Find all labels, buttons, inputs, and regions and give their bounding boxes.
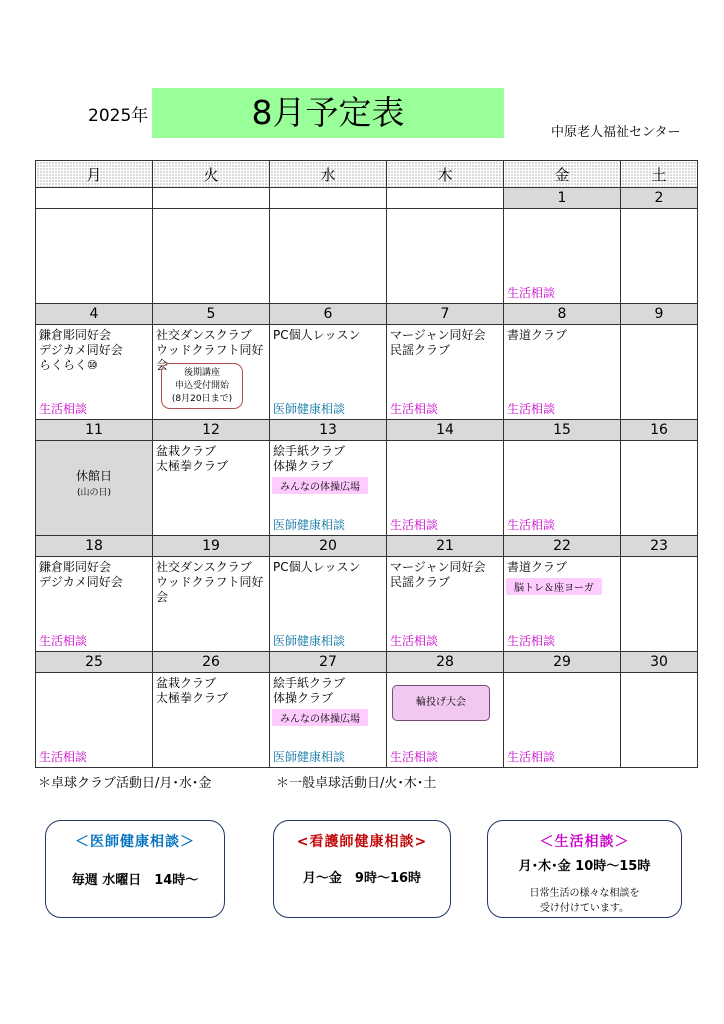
club-activities [387, 209, 503, 212]
day-cell [387, 209, 504, 304]
date-number: 21 [387, 536, 504, 557]
weekday-header-row [36, 161, 698, 188]
date-row [36, 304, 698, 325]
date-number: 27 [270, 652, 387, 673]
date-number: 22 [504, 536, 621, 557]
life-consult-label: 生活相談 [390, 634, 439, 648]
club-activities: 鎌倉彫同好会 デジカメ同好会 らくらく⑩ [39, 328, 123, 372]
date-number: 16 [621, 420, 698, 441]
day-cell [504, 441, 621, 536]
club-activities [621, 673, 697, 676]
date-row [36, 188, 698, 209]
day-cell [621, 209, 698, 304]
day-content-row [36, 209, 698, 304]
club-activities: PC個人レッスン [273, 560, 361, 574]
notice-line: 後期講座 [183, 368, 220, 378]
life-consult-label: 生活相談 [39, 750, 88, 764]
date-number: 7 [387, 304, 504, 325]
general-table-tennis-note: ＊一般卓球活動日/火･木･土 [276, 776, 437, 791]
life-consult-label: 生活相談 [390, 750, 439, 764]
table-tennis-club-note: ＊卓球クラブ活動日/月･水･金 [38, 776, 212, 791]
day-cell [504, 325, 621, 420]
notice-line: 申込受付開始 [174, 381, 229, 391]
club-activities [504, 209, 620, 212]
date-number [270, 188, 387, 209]
date-number: 25 [36, 652, 153, 673]
club-activities: PC個人レッスン [273, 328, 361, 342]
date-number: 28 [387, 652, 504, 673]
day-cell [153, 441, 270, 536]
club-activities: マージャン同好会 民謡クラブ [390, 328, 486, 357]
club-activities: 絵手紙クラブ 体操クラブ [273, 444, 346, 473]
weekday-mon: 月 [36, 161, 153, 188]
club-activities [621, 441, 697, 444]
club-activities: マージャン同好会 民謡クラブ [390, 560, 486, 589]
club-activities: 社交ダンスクラブ ウッドクラフト同好会 [156, 328, 264, 372]
day-cell [387, 325, 504, 420]
special-program-badge: みんなの体操広場 [272, 477, 368, 494]
date-number: 20 [270, 536, 387, 557]
club-activities: 書道クラブ [507, 560, 568, 574]
club-activities: 社交ダンスクラブ ウッドクラフト同好会 [156, 560, 264, 604]
club-activities [387, 673, 503, 676]
notice-line: (8月20日まで) [171, 394, 233, 404]
club-activities [621, 209, 697, 212]
day-cell [504, 557, 621, 652]
special-program-badge: 脳トレ＆座ヨーガ [506, 578, 602, 595]
doctor-consult-label: 医師健康相談 [273, 518, 346, 532]
calendar-table [35, 160, 698, 768]
info-detail: 毎週 水曜日 14時～ [71, 873, 199, 888]
day-cell [270, 209, 387, 304]
club-activities [504, 441, 620, 444]
day-cell [621, 673, 698, 768]
holiday-name: (山の日) [76, 488, 112, 498]
life-consult-label: 生活相談 [507, 402, 556, 416]
info-detail: 月･木･金 10時～15時 [518, 859, 651, 874]
date-number: 14 [387, 420, 504, 441]
club-activities [504, 673, 620, 676]
day-cell [36, 557, 153, 652]
life-consult-label: 生活相談 [507, 750, 556, 764]
club-activities: 盆栽クラブ 太極拳クラブ [156, 444, 229, 473]
date-number: 8 [504, 304, 621, 325]
center-name: 中原老人福祉センター [551, 125, 681, 140]
day-cell [504, 209, 621, 304]
nurse-consult-info [273, 820, 451, 918]
doctor-consult-label: 医師健康相談 [273, 634, 346, 648]
club-activities: 鎌倉彫同好会 デジカメ同好会 [39, 560, 123, 589]
day-cell [621, 325, 698, 420]
date-number [387, 188, 504, 209]
life-consult-label: 生活相談 [39, 634, 88, 648]
club-activities [153, 209, 269, 212]
life-consult-label: 生活相談 [507, 286, 556, 300]
day-content-row [36, 673, 698, 768]
day-cell [36, 441, 153, 536]
year-label: 2025年 [88, 106, 149, 126]
date-number: 1 [504, 188, 621, 209]
life-consult-info [487, 820, 682, 918]
info-note: 日常生活の様々な相談を 受け付けています。 [529, 888, 640, 914]
date-row [36, 420, 698, 441]
date-number [36, 188, 153, 209]
date-number: 11 [36, 420, 153, 441]
day-cell [153, 325, 270, 420]
date-number: 5 [153, 304, 270, 325]
life-consult-label: 生活相談 [390, 402, 439, 416]
date-number: 30 [621, 652, 698, 673]
day-cell [153, 209, 270, 304]
date-number: 4 [36, 304, 153, 325]
club-activities [387, 441, 503, 444]
date-row [36, 652, 698, 673]
weekday-sat: 土 [621, 161, 698, 188]
day-cell [36, 209, 153, 304]
info-title: <看護師健康相談> [296, 834, 428, 850]
life-consult-label: 生活相談 [507, 518, 556, 532]
date-number: 23 [621, 536, 698, 557]
day-cell [270, 557, 387, 652]
event-box: 輪投げ大会 [392, 685, 490, 721]
date-number: 2 [621, 188, 698, 209]
date-number: 26 [153, 652, 270, 673]
club-activities [621, 557, 697, 560]
info-title: ＜医師健康相談＞ [75, 834, 195, 850]
life-consult-label: 生活相談 [507, 634, 556, 648]
doctor-consult-info [45, 820, 225, 918]
day-cell [36, 325, 153, 420]
date-number: 15 [504, 420, 621, 441]
day-cell [270, 673, 387, 768]
day-cell [153, 673, 270, 768]
weekday-tue: 火 [153, 161, 270, 188]
day-cell [621, 441, 698, 536]
day-cell [36, 673, 153, 768]
day-cell [270, 325, 387, 420]
doctor-consult-label: 医師健康相談 [273, 402, 346, 416]
info-detail: 月～金 9時～16時 [302, 871, 422, 886]
weekday-fri: 金 [504, 161, 621, 188]
day-cell [270, 441, 387, 536]
club-activities: 書道クラブ [507, 328, 568, 342]
date-row [36, 536, 698, 557]
date-number: 18 [36, 536, 153, 557]
club-activities: 盆栽クラブ 太極拳クラブ [156, 676, 229, 705]
weekday-thu: 木 [387, 161, 504, 188]
club-activities [621, 325, 697, 328]
info-title: ＜生活相談＞ [539, 834, 630, 850]
life-consult-label: 生活相談 [39, 402, 88, 416]
club-activities [36, 209, 152, 212]
life-consult-label: 生活相談 [390, 518, 439, 532]
club-activities [36, 673, 152, 676]
doctor-consult-label: 医師健康相談 [273, 750, 346, 764]
day-cell [387, 441, 504, 536]
date-number: 13 [270, 420, 387, 441]
day-cell [387, 673, 504, 768]
day-cell [504, 673, 621, 768]
date-number: 6 [270, 304, 387, 325]
day-content-row [36, 441, 698, 536]
closed-day-label: 休館日 [75, 469, 112, 483]
day-content-row [36, 557, 698, 652]
special-program-badge: みんなの体操広場 [272, 709, 368, 726]
date-number [153, 188, 270, 209]
weekday-wed: 水 [270, 161, 387, 188]
day-content-row [36, 325, 698, 420]
page-title: 8月予定表 [152, 88, 504, 138]
day-cell [387, 557, 504, 652]
date-number: 19 [153, 536, 270, 557]
club-activities [270, 209, 386, 212]
club-activities: 絵手紙クラブ 体操クラブ [273, 676, 346, 705]
day-cell [153, 557, 270, 652]
date-number: 9 [621, 304, 698, 325]
date-number: 12 [153, 420, 270, 441]
date-number: 29 [504, 652, 621, 673]
day-cell [621, 557, 698, 652]
course-application-notice [161, 363, 243, 409]
